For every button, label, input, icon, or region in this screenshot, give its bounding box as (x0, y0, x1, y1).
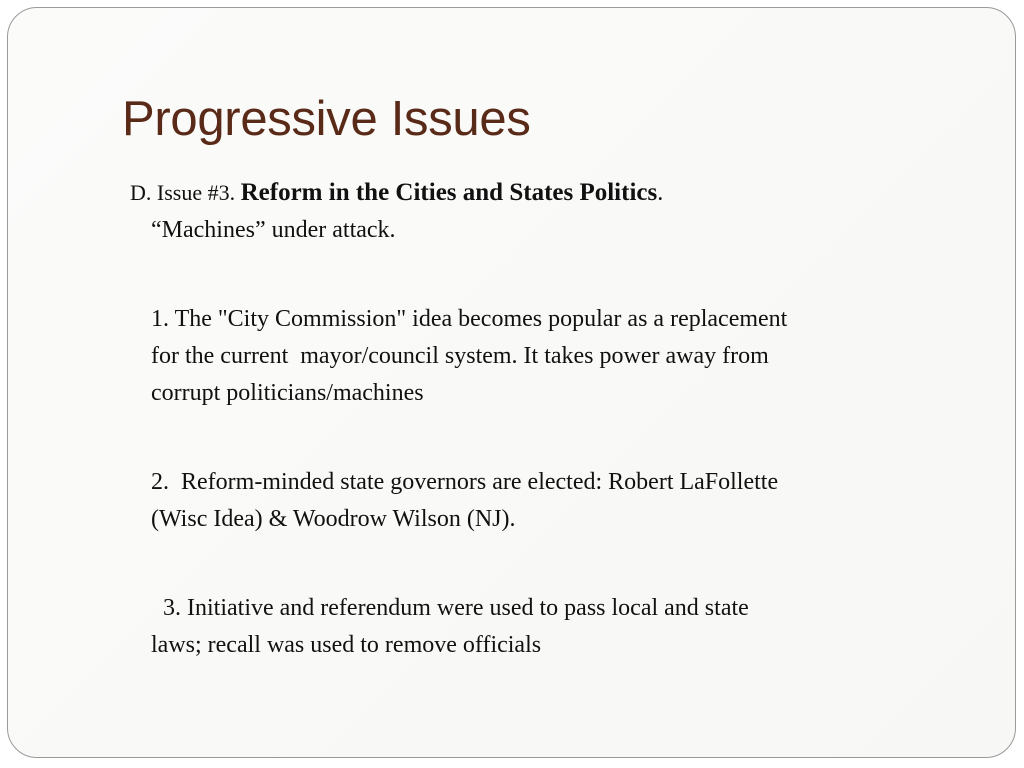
issue-title: Reform in the Cities and States Politics (240, 179, 658, 206)
slide-title: Progressive Issues (122, 92, 531, 146)
point-1-line-3: corrupt politicians/machines (151, 380, 424, 406)
issue-prefix: D. Issue #3. (130, 180, 241, 205)
point-2-line-2: (Wisc Idea) & Woodrow Wilson (NJ). (151, 506, 516, 532)
point-2-line-1: 2. Reform-minded state governors are elected: Robert LaFollette (151, 469, 779, 495)
point-1 (151, 301, 980, 412)
point-1-line-1: 1. The "City Commission" idea becomes popular as a replacement (151, 306, 788, 332)
slide (7, 7, 1016, 758)
point-1-line-2: for the current mayor/council system. It takes power away from (151, 343, 769, 369)
issue-heading (130, 174, 980, 212)
point-3-line-1: 3. Initiative and referendum were used to pass local and state (151, 595, 749, 621)
point-3-line-2: laws; recall was used to remove officials (151, 632, 542, 658)
issue-subheading: “Machines” under attack. (151, 217, 396, 243)
point-2 (151, 464, 980, 538)
issue-suffix: . (657, 180, 664, 206)
slide-body (130, 174, 980, 664)
point-3 (151, 590, 980, 664)
